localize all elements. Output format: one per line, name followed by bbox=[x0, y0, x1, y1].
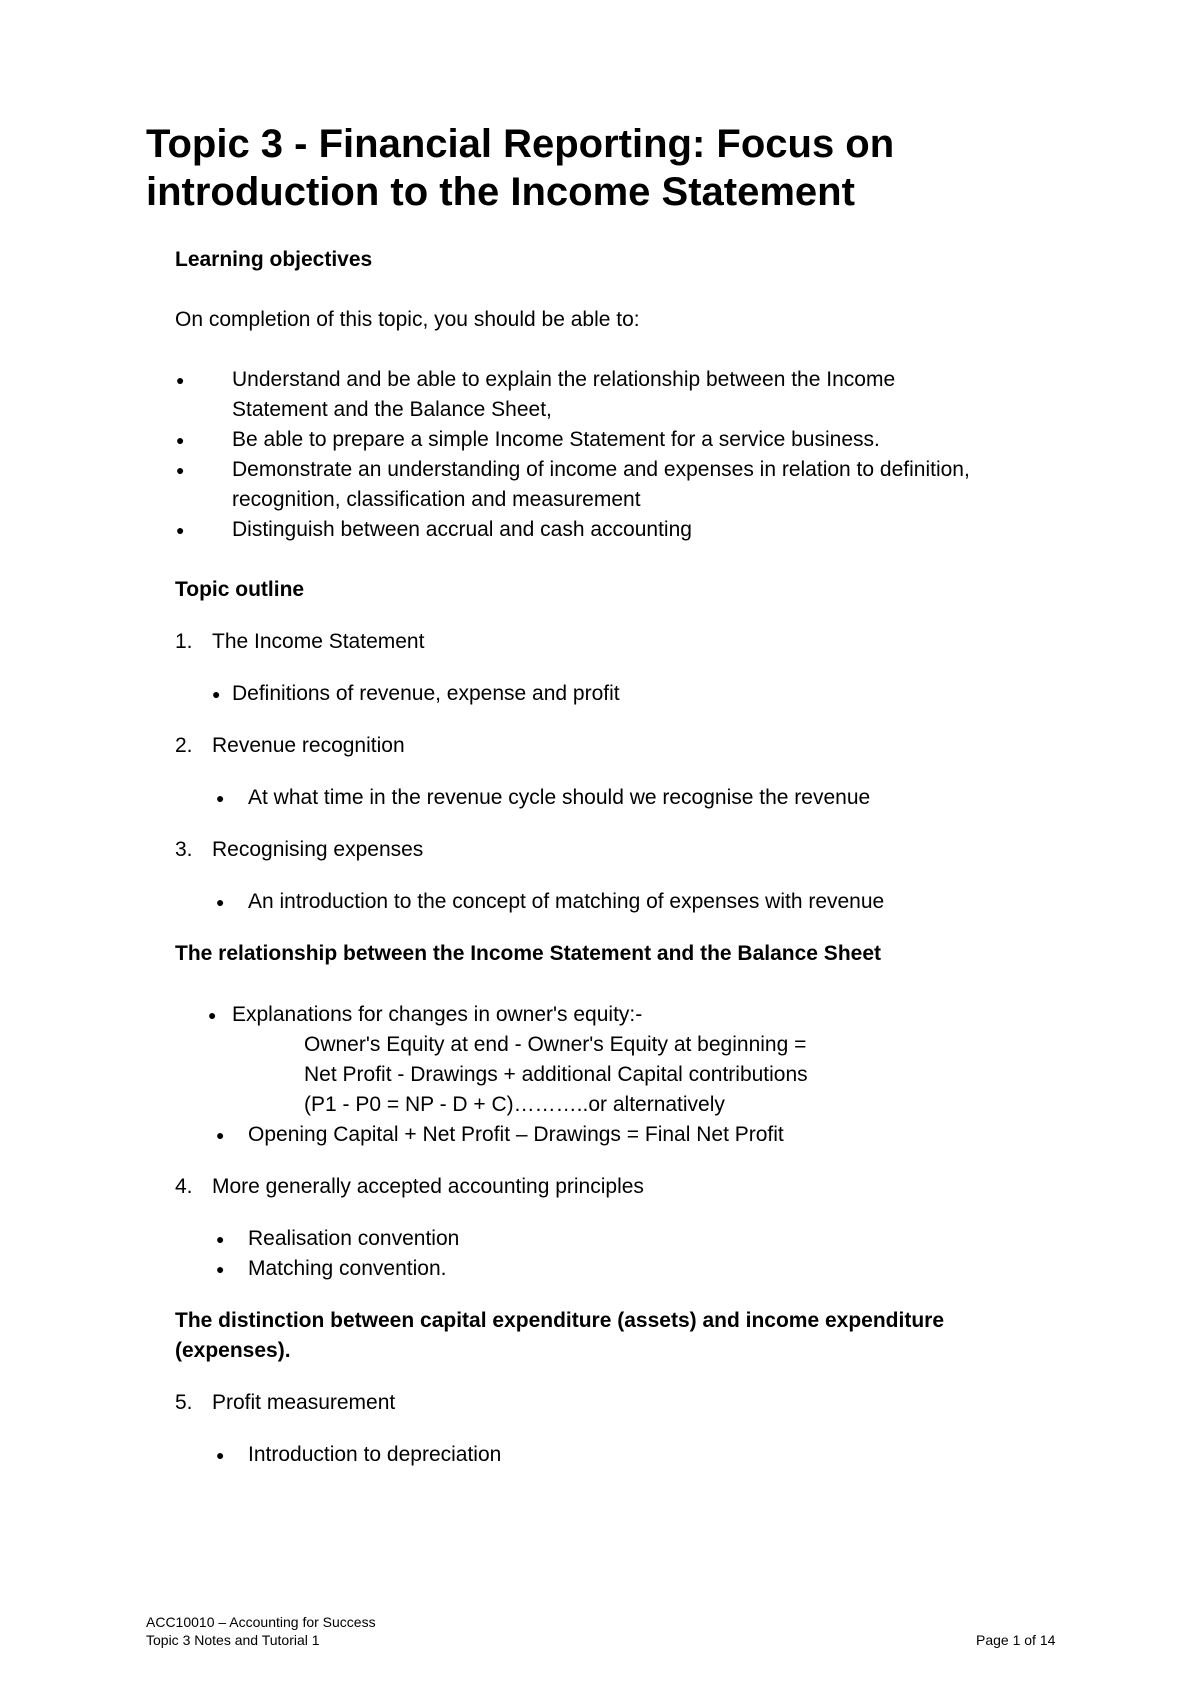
relationship-heading: The relationship between the Income Statement and the Balance Sheet bbox=[175, 942, 881, 965]
footer-notes: Topic 3 Notes and Tutorial 1 bbox=[146, 1632, 320, 1648]
title-line-2: introduction to the Income Statement bbox=[146, 170, 855, 214]
objective-3-line-2: recognition, classification and measurement bbox=[232, 488, 641, 511]
bullet-icon: ● bbox=[212, 686, 221, 702]
learning-objectives-heading: Learning objectives bbox=[175, 248, 373, 271]
section-1-title: The Income Statement bbox=[212, 630, 425, 653]
section-4-bullet-1: Realisation convention bbox=[248, 1227, 460, 1250]
section-2-bullet: At what time in the revenue cycle should we recognise the revenue bbox=[248, 786, 871, 809]
section-2-number: 2. bbox=[175, 734, 193, 757]
footer-course: ACC10010 – Accounting for Success bbox=[146, 1614, 376, 1630]
objective-3-line-1: Demonstrate an understanding of income and expenses in relation to definition, bbox=[232, 458, 970, 481]
section-5-title: Profit measurement bbox=[212, 1391, 396, 1414]
bullet-icon: ● bbox=[216, 1261, 225, 1277]
objective-1-line-1: Understand and be able to explain the relationship between the Income bbox=[232, 368, 896, 391]
bullet-icon: ● bbox=[176, 522, 185, 538]
objective-2: Be able to prepare a simple Income Statement for a service business. bbox=[232, 428, 880, 451]
relationship-bullet-2: Opening Capital + Net Profit – Drawings = Final Net Profit bbox=[248, 1123, 784, 1146]
section-3-title: Recognising expenses bbox=[212, 838, 424, 861]
section-5-bullet: Introduction to depreciation bbox=[248, 1443, 502, 1466]
equation-line-3: (P1 - P0 = NP - D + C)………..or alternatively bbox=[304, 1093, 725, 1116]
bullet-icon: ● bbox=[216, 1231, 225, 1247]
bullet-icon: ● bbox=[176, 462, 185, 478]
equation-line-2: Net Profit - Drawings + additional Capital contributions bbox=[304, 1063, 808, 1086]
topic-outline-heading: Topic outline bbox=[175, 578, 305, 601]
footer-page-number: Page 1 of 14 bbox=[976, 1632, 1056, 1648]
section-3-bullet: An introduction to the concept of matching of expenses with revenue bbox=[248, 890, 885, 913]
bullet-icon: ● bbox=[176, 372, 185, 388]
section-4-bullet-2: Matching convention. bbox=[248, 1257, 447, 1280]
bullet-icon: ● bbox=[216, 1447, 225, 1463]
section-5-number: 5. bbox=[175, 1391, 193, 1414]
section-1-number: 1. bbox=[175, 630, 193, 653]
distinction-heading-line-2: (expenses). bbox=[175, 1339, 291, 1362]
bullet-icon: ● bbox=[216, 894, 225, 910]
learning-objectives-intro: On completion of this topic, you should be able to: bbox=[175, 308, 640, 331]
section-1-bullet: Definitions of revenue, expense and profit bbox=[232, 682, 620, 705]
equation-line-1: Owner's Equity at end - Owner's Equity at beginning = bbox=[304, 1033, 807, 1056]
section-2-title: Revenue recognition bbox=[212, 734, 405, 757]
section-4-number: 4. bbox=[175, 1175, 193, 1198]
bullet-icon: ● bbox=[216, 790, 225, 806]
section-3-number: 3. bbox=[175, 838, 193, 861]
relationship-bullet-1: Explanations for changes in owner's equity:- bbox=[232, 1003, 643, 1026]
page-title bbox=[146, 120, 1106, 216]
distinction-heading-line-1: The distinction between capital expenditure (assets) and income expenditure bbox=[175, 1309, 945, 1332]
objective-1-line-2: Statement and the Balance Sheet, bbox=[232, 398, 552, 421]
objective-4: Distinguish between accrual and cash accounting bbox=[232, 518, 692, 541]
title-line-1: Topic 3 - Financial Reporting: Focus on bbox=[146, 122, 895, 166]
bullet-icon: ● bbox=[216, 1127, 225, 1143]
bullet-icon: ● bbox=[176, 432, 185, 448]
bullet-icon: ● bbox=[208, 1007, 217, 1023]
section-4-title: More generally accepted accounting principles bbox=[212, 1175, 644, 1198]
